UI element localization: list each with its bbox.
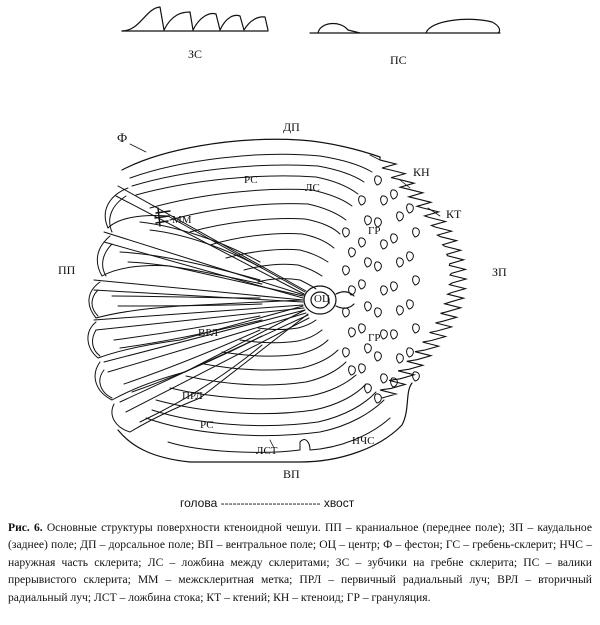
granule: [413, 372, 420, 381]
granule: [407, 204, 414, 213]
granule: [365, 258, 372, 267]
granule: [343, 266, 350, 275]
granule: [349, 328, 356, 337]
granule: [413, 324, 420, 333]
granule: [381, 330, 388, 339]
label-pp: ПП: [58, 263, 76, 277]
granule: [407, 252, 414, 261]
granule: [391, 190, 398, 199]
ctenii: [380, 157, 466, 398]
granule: [359, 364, 366, 373]
granule: [349, 248, 356, 257]
label-rs-bottom: РС: [200, 419, 214, 431]
label-lst: ЛСТ: [256, 445, 278, 457]
granule: [359, 324, 366, 333]
granule: [397, 258, 404, 267]
interrupted-ridge-sketch: [310, 19, 500, 33]
granule: [375, 176, 382, 185]
scale-outline: [122, 139, 380, 170]
label-gr-bottom: ГР: [368, 332, 381, 344]
granule: [365, 384, 372, 393]
granule: [397, 306, 404, 315]
granule: [397, 354, 404, 363]
label-kt: КТ: [446, 207, 462, 221]
label-dp: ДП: [283, 120, 300, 134]
label-vp: ВП: [283, 467, 300, 481]
orientation-axis: голова ------------------------- хвост: [180, 496, 355, 510]
label-zs: ЗС: [188, 47, 203, 61]
granule: [413, 228, 420, 237]
granule: [343, 228, 350, 237]
granule: [365, 216, 372, 225]
granule: [349, 366, 356, 375]
ctenii-margin: [380, 157, 466, 398]
granule: [365, 302, 372, 311]
granule: [375, 352, 382, 361]
primary-radial-rays: [94, 186, 309, 412]
label-oc: ОЦ: [314, 293, 330, 305]
granule: [397, 212, 404, 221]
granule: [381, 240, 388, 249]
caption-title: Рис. 6.: [8, 521, 43, 534]
granule: [359, 280, 366, 289]
granule: [365, 344, 372, 353]
label-kn: КН: [413, 165, 430, 179]
granule: [381, 286, 388, 295]
granule: [343, 308, 350, 317]
label-prl: ПРЛ: [182, 390, 203, 402]
granule: [413, 276, 420, 285]
label-nchs: НЧС: [352, 435, 375, 447]
label-mm: ММ: [172, 214, 192, 226]
granule: [359, 238, 366, 247]
granule: [391, 330, 398, 339]
label-gr-top: ГР: [368, 225, 381, 237]
ridge-teeth-sketch: [122, 7, 268, 31]
label-vrl: ВРЛ: [198, 327, 219, 339]
granule: [381, 196, 388, 205]
label-f: Ф: [117, 130, 128, 145]
label-rs-top: РС: [244, 174, 258, 186]
granule: [391, 282, 398, 291]
granule: [407, 300, 414, 309]
granule: [359, 196, 366, 205]
label-zp: ЗП: [492, 265, 507, 279]
granule: [375, 308, 382, 317]
caption-text: Основные структуры поверхности ктеноидной чешуи. ПП – краниальное (переднее поле); ЗП – каудальное (заднее) поле; ДП – дорсальное поле; ВП – вентральное поле; ОЦ – центр; Ф – фестон; ГС – гребень-склерит; НЧС – наружная часть склерита; ЛС – ложбина между склеритами; ЗС – зубчики на гребне склерита; ПС – валики прерывистого склерита; ММ – межсклеритная метка; ПРЛ – первичный радиальный луч; ВРЛ – вторичный радиальный луч; ЛСТ – ложбина стока; КТ – ктений; КН – ктеноид; ГР – грануляция.: [8, 521, 592, 604]
granule: [375, 394, 382, 403]
label-ls: ЛС: [305, 182, 320, 194]
figure-caption: [8, 519, 592, 606]
granule: [391, 234, 398, 243]
granule: [381, 374, 388, 383]
granule: [407, 348, 414, 357]
granule: [343, 348, 350, 357]
label-ps: ПС: [390, 53, 407, 67]
granule: [375, 262, 382, 271]
